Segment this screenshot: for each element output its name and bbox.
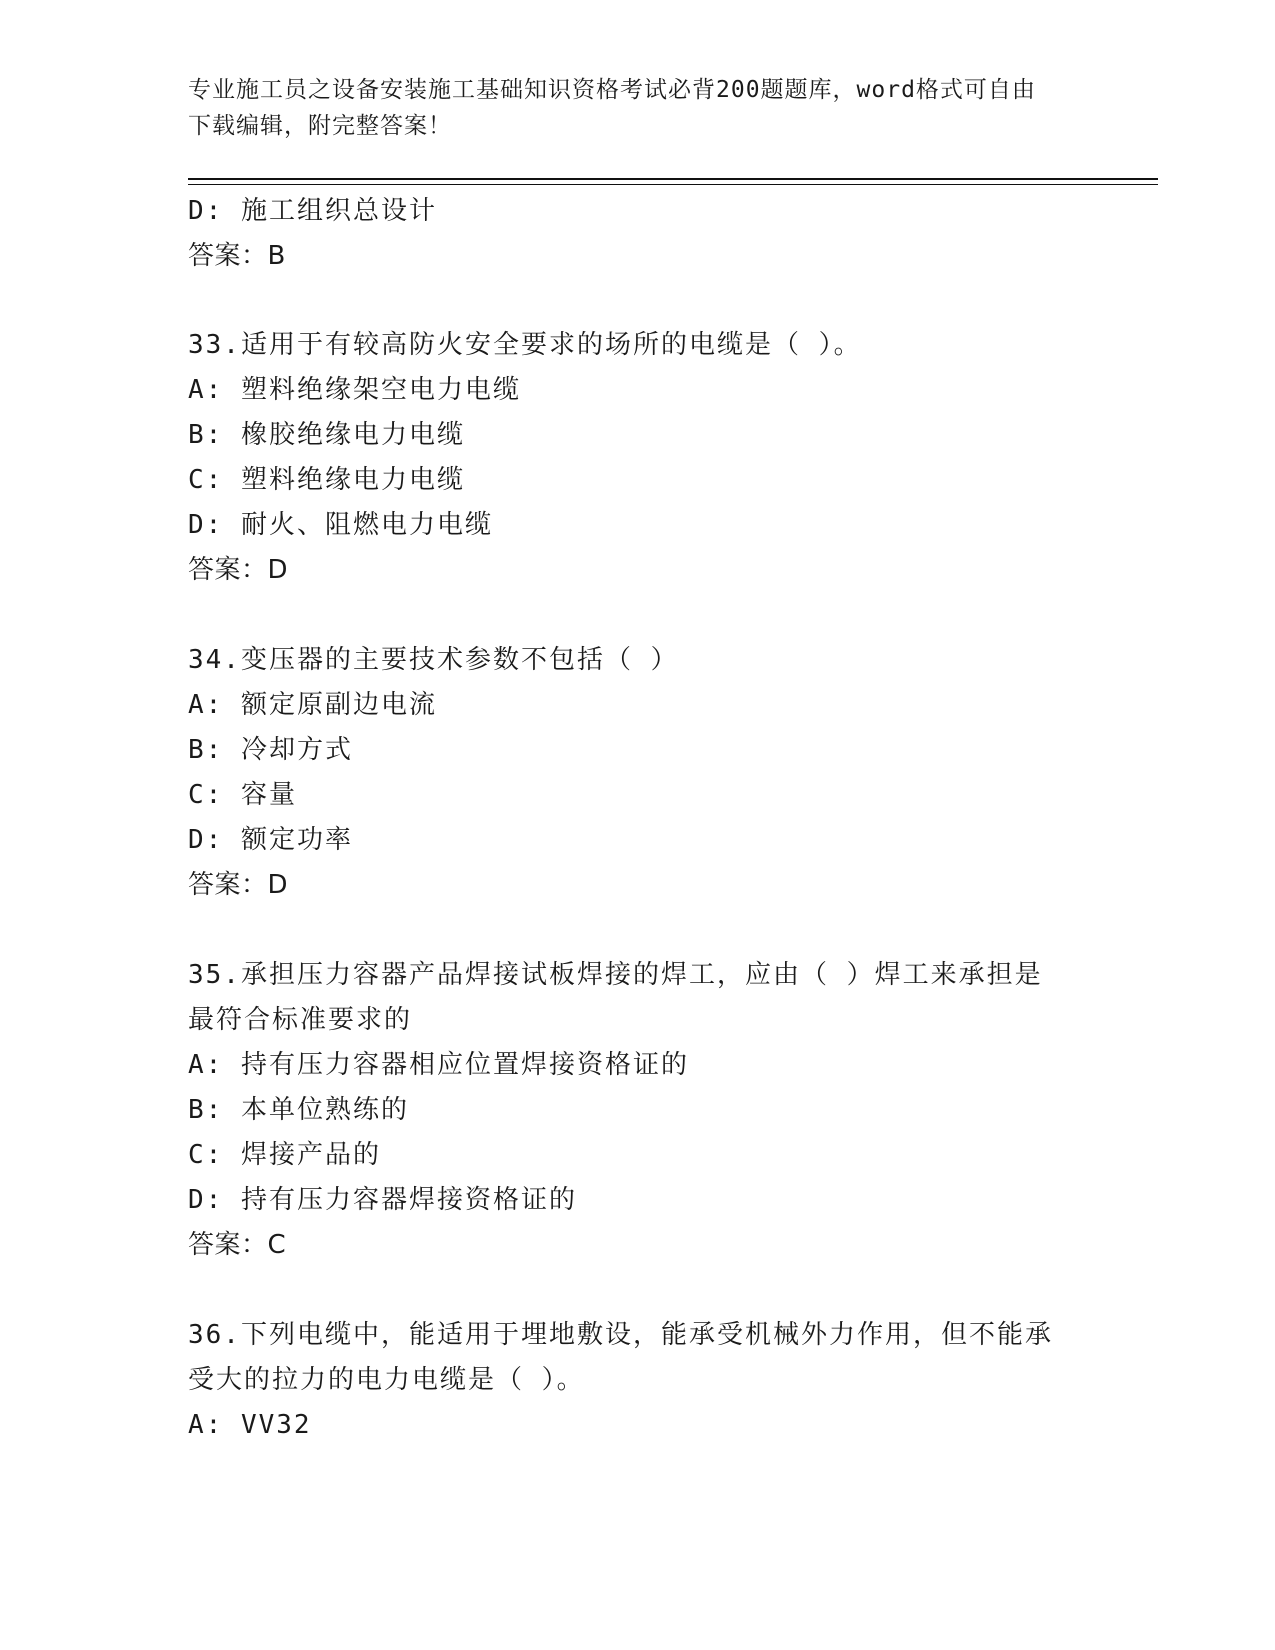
q34-option-c: C: 容量 (188, 780, 297, 810)
q35-option-c: C: 焊接产品的 (188, 1140, 381, 1170)
q34-question: 34.变压器的主要技术参数不包括（ ） (188, 645, 679, 675)
header-line-2: 下载编辑，附完整答案！ (188, 113, 452, 139)
q35-option-b: B: 本单位熟练的 (188, 1095, 409, 1125)
header-rule-top (188, 178, 1158, 180)
q35-answer: 答案：C (188, 1230, 287, 1260)
q33-option-b: B: 橡胶绝缘电力电缆 (188, 420, 465, 450)
q33-option-d: D: 耐火、阻燃电力电缆 (188, 510, 493, 540)
q36-question-line-2: 受大的拉力的电力电缆是（ ）。 (188, 1365, 585, 1395)
q35-option-d: D: 持有压力容器焊接资格证的 (188, 1185, 577, 1215)
q35-question-line-2: 最符合标准要求的 (188, 1005, 413, 1035)
q35-question-line-1: 35.承担压力容器产品焊接试板焊接的焊工，应由（ ）焊工来承担是 (188, 960, 1043, 990)
q33-option-c: C: 塑料绝缘电力电缆 (188, 465, 465, 495)
q33-option-a: A: 塑料绝缘架空电力电缆 (188, 375, 521, 405)
document-header (188, 72, 1088, 144)
q34-option-a: A: 额定原副边电流 (188, 690, 437, 720)
header-line-1: 专业施工员之设备安装施工基础知识资格考试必背200题题库，word格式可自由 (188, 77, 1036, 103)
q34-option-b: B: 冷却方式 (188, 735, 353, 765)
q36-question-line-1: 36.下列电缆中，能适用于埋地敷设，能承受机械外力作用，但不能承 (188, 1320, 1053, 1350)
q36-option-a: A: VV32 (188, 1410, 312, 1440)
q33-answer: 答案：D (188, 555, 289, 585)
prev-option-d: D: 施工组织总设计 (188, 196, 437, 226)
header-rule-bottom (188, 184, 1158, 185)
q33-question: 33.适用于有较高防火安全要求的场所的电缆是（ ）。 (188, 330, 862, 360)
q34-answer: 答案：D (188, 870, 289, 900)
q34-option-d: D: 额定功率 (188, 825, 353, 855)
q35-option-a: A: 持有压力容器相应位置焊接资格证的 (188, 1050, 689, 1080)
prev-answer: 答案：B (188, 241, 286, 271)
